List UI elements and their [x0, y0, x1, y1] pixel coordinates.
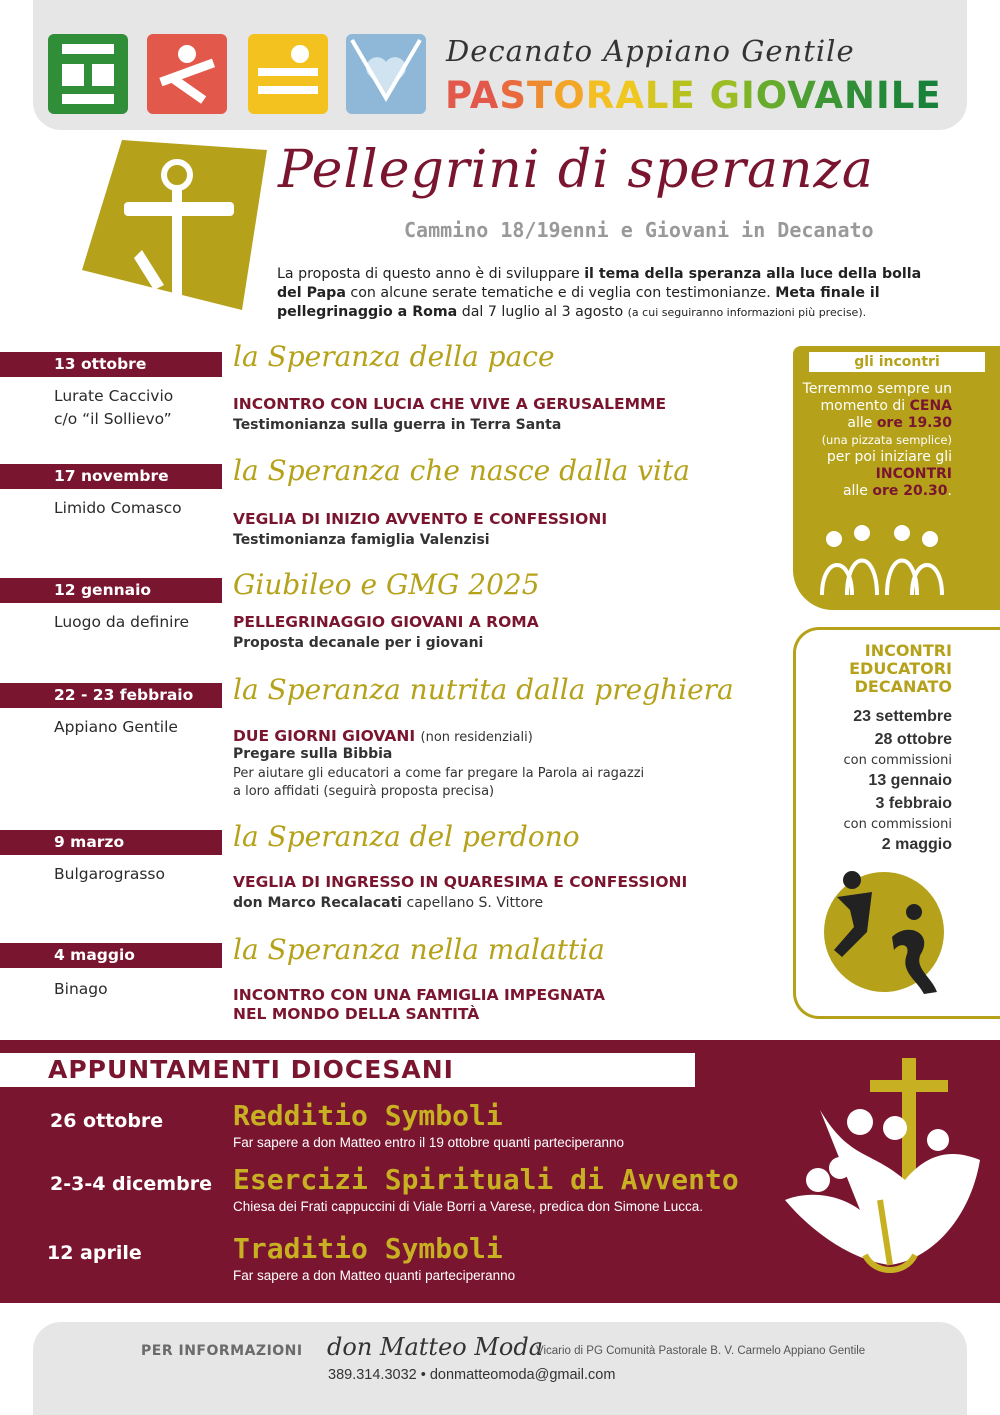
pastorale-letter: A [814, 74, 845, 117]
footer-role: Vicario di PG Comunità Pastorale B. V. Carmelo Appiano Gentile [536, 1345, 866, 1357]
event-theme: Giubileo e GMG 2025 [233, 568, 540, 601]
event-date: 4 maggio [0, 943, 222, 968]
diocesani-title: APPUNTAMENTI DIOCESANI [48, 1055, 454, 1084]
event-title: INCONTRO CON UNA FAMIGLIA IMPEGNATA NEL MONDO DELLA SANTITÀ [233, 986, 605, 1023]
main-title: Pellegrini di speranza [278, 140, 874, 200]
educatori-date: 2 maggio [881, 836, 952, 853]
cross-boat-icon [780, 1050, 980, 1299]
event-desc-rest: capellano S. Vittore [402, 895, 544, 911]
diocesani-name: Redditio Symboli [233, 1099, 503, 1132]
pastorale-letter: I [876, 74, 891, 117]
event-place: Lurate Caccivio c/o “il Sollievo” [54, 387, 174, 428]
diocesani-desc: Far sapere a don Matteo quanti parteciperanno [233, 1268, 516, 1283]
event-theme: la Speranza nutrita dalla preghiera [233, 673, 734, 706]
people-circle-icon [812, 525, 952, 609]
event-title-note: (non residenziali) [420, 730, 533, 745]
diocesani-date: 26 ottobre [50, 1110, 164, 1132]
event-title [233, 727, 533, 747]
intro-paragraph: La proposta di questo anno è di sviluppare il tema della speranza alla luce della bolla del Papa con alcune serate tematiche e di veglia con testimonianze. Meta finale il pellegrinaggio a Roma dal 7 luglio al 3 agosto (a cui seguiranno informazioni più precise). [277, 266, 922, 320]
pastorale-letter: I [741, 74, 756, 117]
event-desc-extra: Per aiutare gli educatori a come far pregare la Parola ai ragazzi a loro affidati (seguirà proposta precisa) [233, 766, 645, 799]
educatori-date: 23 settembre [853, 708, 952, 725]
pastorale-letter: L [890, 74, 916, 117]
event-place: Luogo da definire [54, 613, 190, 631]
educatori-date: 13 gennaio [868, 772, 952, 789]
event-date: 12 gennaio [0, 578, 222, 603]
pilgrim-logo [82, 140, 267, 329]
footer-contact[interactable]: 389.314.3032 • donmatteomoda@gmail.com [328, 1367, 616, 1383]
diocesani-desc: Far sapere a don Matteo entro il 19 ottobre quanti parteciperanno [233, 1135, 624, 1150]
event-desc: Proposta decanale per i giovani [233, 635, 484, 651]
incontri-text: Terremmo sempre un momento di CENA alle ore 19.30 (una pizzata semplice) per poi iniziare gli INCONTRI alle ore 20.30. [802, 381, 952, 499]
pastorale-letter [696, 74, 710, 117]
dancing-people-icon [822, 862, 947, 1006]
footer-label: PER INFORMAZIONI [141, 1343, 303, 1359]
event-date: 17 novembre [0, 464, 222, 489]
educatori-date: 28 ottobre [874, 731, 952, 748]
event-theme: la Speranza nella malattia [233, 933, 605, 966]
pastorale-letter: R [585, 74, 616, 117]
event-theme: la Speranza della pace [233, 340, 555, 373]
event-place: Limido Comasco [54, 499, 182, 517]
pastorale-letter: P [445, 74, 470, 117]
event-theme: la Speranza che nasce dalla vita [233, 454, 690, 487]
pastorale-letter: T [527, 74, 554, 117]
educatori-title: INCONTRI EDUCATORI DECANATO [849, 641, 952, 696]
incontri-tag: gli incontri [809, 352, 985, 372]
diocesani-name: Traditio Symboli [233, 1232, 503, 1265]
event-date: 9 marzo [0, 830, 222, 855]
event-title: VEGLIA DI INGRESSO IN QUARESIMA E CONFESSIONI [233, 873, 688, 891]
event-desc-bold: don Marco Recalacati [233, 895, 403, 911]
diocesani-name: Esercizi Spirituali di Avvento [233, 1163, 739, 1196]
event-place: Binago [54, 980, 108, 998]
pastorale-letter: A [615, 74, 645, 117]
logo-tile-red [147, 34, 227, 114]
educatori-date: 3 febbraio [875, 795, 952, 812]
event-desc: Testimonianza famiglia Valenzisi [233, 532, 490, 548]
event-title: INCONTRO CON LUCIA CHE VIVE A GERUSALEMME [233, 395, 667, 413]
pastorale-letter: L [644, 74, 670, 117]
pastorale-letter: O [553, 74, 586, 117]
pastorale-heading [445, 74, 942, 117]
event-desc [233, 894, 543, 912]
decanato-heading: Decanato Appiano Gentile [446, 34, 855, 68]
event-place: Appiano Gentile [54, 718, 178, 736]
event-date: 22 - 23 febbraio [0, 683, 222, 708]
event-theme: la Speranza del perdono [233, 820, 580, 853]
event-desc: Testimonianza sulla guerra in Terra Santa [233, 417, 562, 433]
event-title: VEGLIA DI INIZIO AVVENTO E CONFESSIONI [233, 510, 608, 528]
diocesani-date: 12 aprile [47, 1242, 142, 1264]
pastorale-letter: N [844, 74, 876, 117]
footer-contact-name: don Matteo Moda [327, 1333, 544, 1361]
event-date: 13 ottobre [0, 352, 222, 377]
pastorale-letter: G [709, 74, 742, 117]
pastorale-letter: E [915, 74, 942, 117]
diocesani-desc: Chiesa dei Frati cappuccini di Viale Borri a Varese, predica don Simone Lucca. [233, 1199, 704, 1214]
event-desc: Pregare sulla Bibbia [233, 746, 393, 762]
diocesani-date: 2-3-4 dicembre [50, 1173, 212, 1195]
educatori-note: con commissioni [843, 753, 952, 768]
event-title-text: DUE GIORNI GIOVANI [233, 727, 416, 745]
logo-tile-green [48, 34, 128, 114]
pastorale-letter: V [787, 74, 815, 117]
educatori-note: con commissioni [843, 817, 952, 832]
pastorale-letter: O [755, 74, 788, 117]
logo-tile-yellow [248, 34, 328, 114]
pastorale-letter: S [499, 74, 528, 117]
logo-tile-blue [346, 34, 426, 114]
event-title: PELLEGRINAGGIO GIOVANI A ROMA [233, 613, 539, 631]
pastorale-letter: A [469, 74, 500, 117]
subtitle: Cammino 18/19enni e Giovani in Decanato [404, 218, 874, 242]
event-place: Bulgarograsso [54, 865, 165, 883]
pastorale-letter: E [669, 74, 696, 117]
